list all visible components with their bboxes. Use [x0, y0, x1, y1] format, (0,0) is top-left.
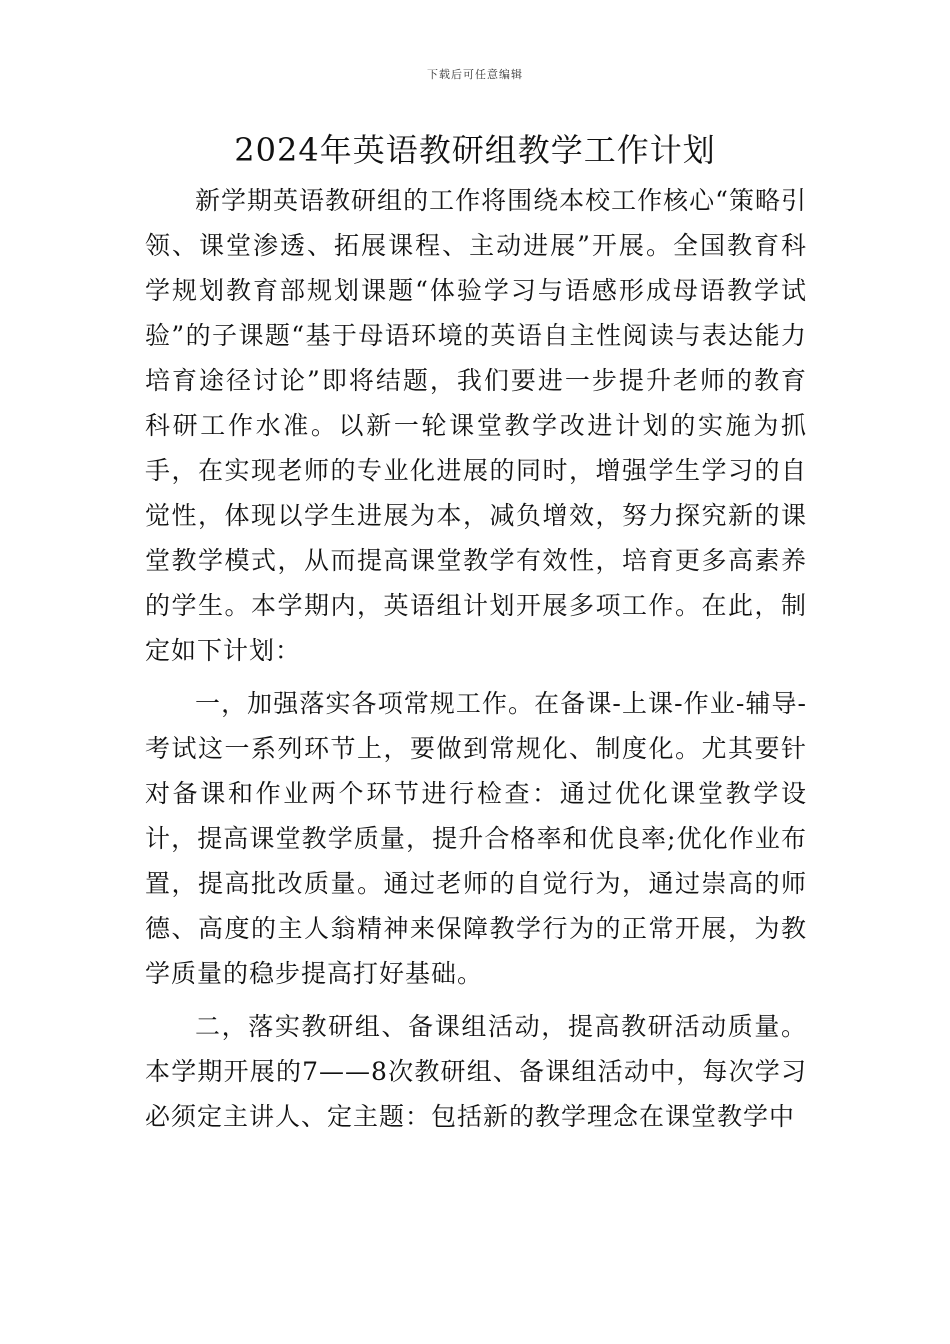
document-title: 2024年英语教研组教学工作计划 [234, 131, 716, 169]
section-two-paragraph: 二，落实教研组、备课组活动，提高教研活动质量。本学期开展的7——8次教研组、备课组活动中，每次学习必须定主讲人、定主题：包括新的教学理念在课堂教学中 [145, 1012, 807, 1131]
document-body [145, 178, 807, 1139]
intro-paragraph: 新学期英语教研组的工作将围绕本校工作核心“策略引领、课堂渗透、拓展课程、主动进展”开展。全国教育科学规划教育部规划课题“体验学习与语感形成母语教学试验”的子课题“基于母语环境的英语自主性阅读与表达能力培育途径讨论”即将结题，我们要进一步提升老师的教育科研工作水准。以新一轮课堂教学改进计划的实施为抓手，在实现老师的专业化进展的同时，增强学生学习的自觉性，体现以学生进展为本，减负增效，努力探究新的课堂教学模式，从而提高课堂教学有效性，培育更多高素养的学生。本学期内，英语组计划开展多项工作。在此，制定如下计划： [145, 186, 807, 665]
header-note: 下载后可任意编辑 [427, 68, 523, 81]
section-one-paragraph: 一，加强落实各项常规工作。在备课-上课-作业-辅导-考试这一系列环节上，要做到常规化、制度化。尤其要针对备课和作业两个环节进行检查：通过优化课堂教学设计，提高课堂教学质量，提升合格率和优良率;优化作业布置，提高批改质量。通过老师的自觉行为，通过崇高的师德、高度的主人翁精神来保障教学行为的正常开展，为教学质量的稳步提高打好基础。 [145, 689, 807, 988]
